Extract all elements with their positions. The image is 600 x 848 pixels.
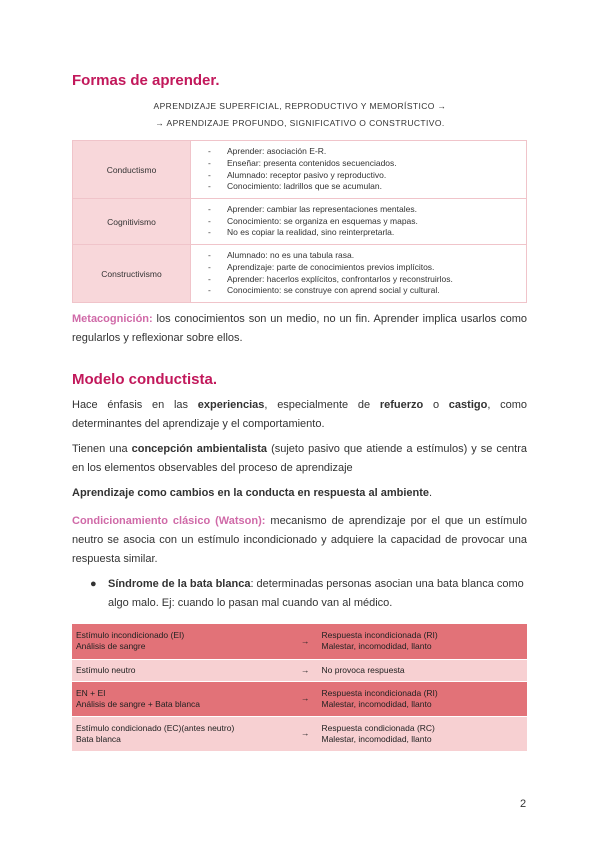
metacognicion-term: Metacognición:: [72, 313, 153, 325]
table-row: [73, 245, 527, 303]
response-example: Malestar, incomodidad, llanto: [321, 641, 432, 652]
table-row: [72, 716, 527, 751]
stimulus-label: Estímulo condicionado (EC)(antes neutro): [76, 722, 235, 733]
arrow-icon: →: [297, 659, 314, 681]
subtitle-line-1: APRENDIZAJE SUPERFICIAL, REPRODUCTIVO Y MEMORÍSTICO →: [153, 101, 447, 111]
bold-span: concepción ambientalista: [131, 443, 268, 455]
theory-label: Conductismo: [73, 141, 191, 199]
bold-span: experiencias: [197, 399, 265, 411]
text-span: .: [429, 487, 433, 499]
condicionamiento-paragraph: [72, 512, 527, 569]
stimulus-example: Análisis de sangre + Bata blanca: [76, 698, 201, 709]
concepcion-paragraph: [72, 440, 527, 478]
bold-span: Aprendizaje como cambios en la conducta en respuesta al ambiente: [72, 487, 429, 499]
theory-label: Cognitivismo: [73, 199, 191, 245]
list-item: - Aprender: cambiar las representaciones mentales.: [191, 204, 526, 216]
table-row: [72, 659, 527, 681]
list-item: - Alumnado: receptor pasivo y reproductivo.: [191, 170, 526, 182]
bold-span: refuerzo: [379, 399, 424, 411]
response-label: Respuesta incondicionada (RI): [321, 630, 438, 641]
theory-items: [191, 204, 526, 239]
response-label: Respuesta condicionada (RC): [321, 722, 435, 733]
list-item: - Aprender: hacerlos explícitos, confrontarlos y reconstruirlos.: [191, 274, 526, 286]
response-example: Malestar, incomodidad, llanto: [321, 733, 432, 744]
bold-span: Síndrome de la bata blanca: [108, 578, 251, 590]
list-item: - Aprender: asociación E-R.: [191, 146, 526, 158]
bullet-text: [108, 575, 527, 613]
table-row: [73, 141, 527, 199]
list-item: - Conocimiento: se organiza en esquemas y mapas.: [191, 216, 526, 228]
arrow-icon: →: [297, 624, 314, 659]
response-label: Respuesta incondicionada (RI): [321, 687, 438, 698]
conditioning-table: [72, 624, 527, 751]
list-item: - Conocimiento: ladrillos que se acumulan.: [191, 181, 526, 193]
condicionamiento-text: mecanismo de aprendizaje por el que un estímulo neutro se asocia con un estímulo incondicionado y adquiere la capacidad de provocar una respuesta similar.: [72, 515, 527, 565]
aprendizaje-definition: [72, 484, 527, 503]
stimulus-label: Estímulo neutro: [76, 664, 136, 675]
list-item: - Alumnado: no es una tabula rasa.: [191, 250, 526, 262]
learning-theories-table: [72, 140, 527, 303]
text-span: (sujeto pasivo que atiende a estímulos) y se centra en los elementos observables del proceso de aprendizaje: [72, 443, 527, 474]
metacognicion-paragraph: [72, 310, 527, 348]
metacognicion-text: los conocimientos son un medio, no un fin. Aprender implica usarlos como regularlos y reflexionar sobre ellos.: [72, 313, 527, 344]
subtitle-line-2: → APRENDIZAJE PROFUNDO, SIGNIFICATIVO O CONSTRUCTIVO.: [155, 118, 445, 128]
text-span: , como determinantes del aprendizaje y el comportamiento.: [72, 399, 527, 430]
heading-modelo-conductista: Modelo conductista.: [72, 371, 218, 388]
text-span: o: [423, 399, 449, 411]
list-item: - Conocimiento: se construye con aprend social y cultural.: [191, 285, 526, 297]
theory-items: [191, 250, 526, 296]
stimulus-example: Análisis de sangre: [76, 641, 146, 652]
arrow-icon: →: [297, 681, 314, 716]
theory-label: Constructivismo: [73, 245, 191, 303]
heading-formas-de-aprender: Formas de aprender.: [72, 72, 220, 89]
stimulus-label: Estímulo incondicionado (EI): [76, 630, 185, 641]
text-span: Tienen una: [72, 443, 132, 455]
theory-items: [191, 146, 526, 192]
table-row: [72, 681, 527, 716]
condicionamiento-term: Condicionamiento clásico (Watson):: [72, 515, 266, 527]
arrow-icon: →: [297, 716, 314, 751]
list-item: - Aprendizaje: parte de conocimientos previos implícitos.: [191, 262, 526, 274]
hace-enfasis-paragraph: [72, 396, 527, 434]
list-item: - Enseñar: presenta contenidos secuenciados.: [191, 158, 526, 170]
text-span: Hace énfasis en las: [72, 399, 198, 411]
text-span: : determinadas personas asocian una bata blanca como algo malo. Ej: cuando lo pasan mal cuando van al médico.: [108, 578, 524, 609]
bold-span: castigo: [448, 399, 488, 411]
page-number: 2: [520, 798, 527, 810]
response-example: Malestar, incomodidad, llanto: [321, 698, 432, 709]
list-item: - No es copiar la realidad, sino reinterpretarla.: [191, 227, 526, 239]
text-span: , especialmente de: [264, 399, 380, 411]
bullet-dot-icon: ●: [90, 578, 97, 590]
stimulus-label: EN + EI: [76, 687, 106, 698]
table-row: [72, 624, 527, 659]
stimulus-example: Bata blanca: [76, 733, 121, 744]
table-row: [73, 199, 527, 245]
response-label: No provoca respuesta: [321, 664, 405, 675]
